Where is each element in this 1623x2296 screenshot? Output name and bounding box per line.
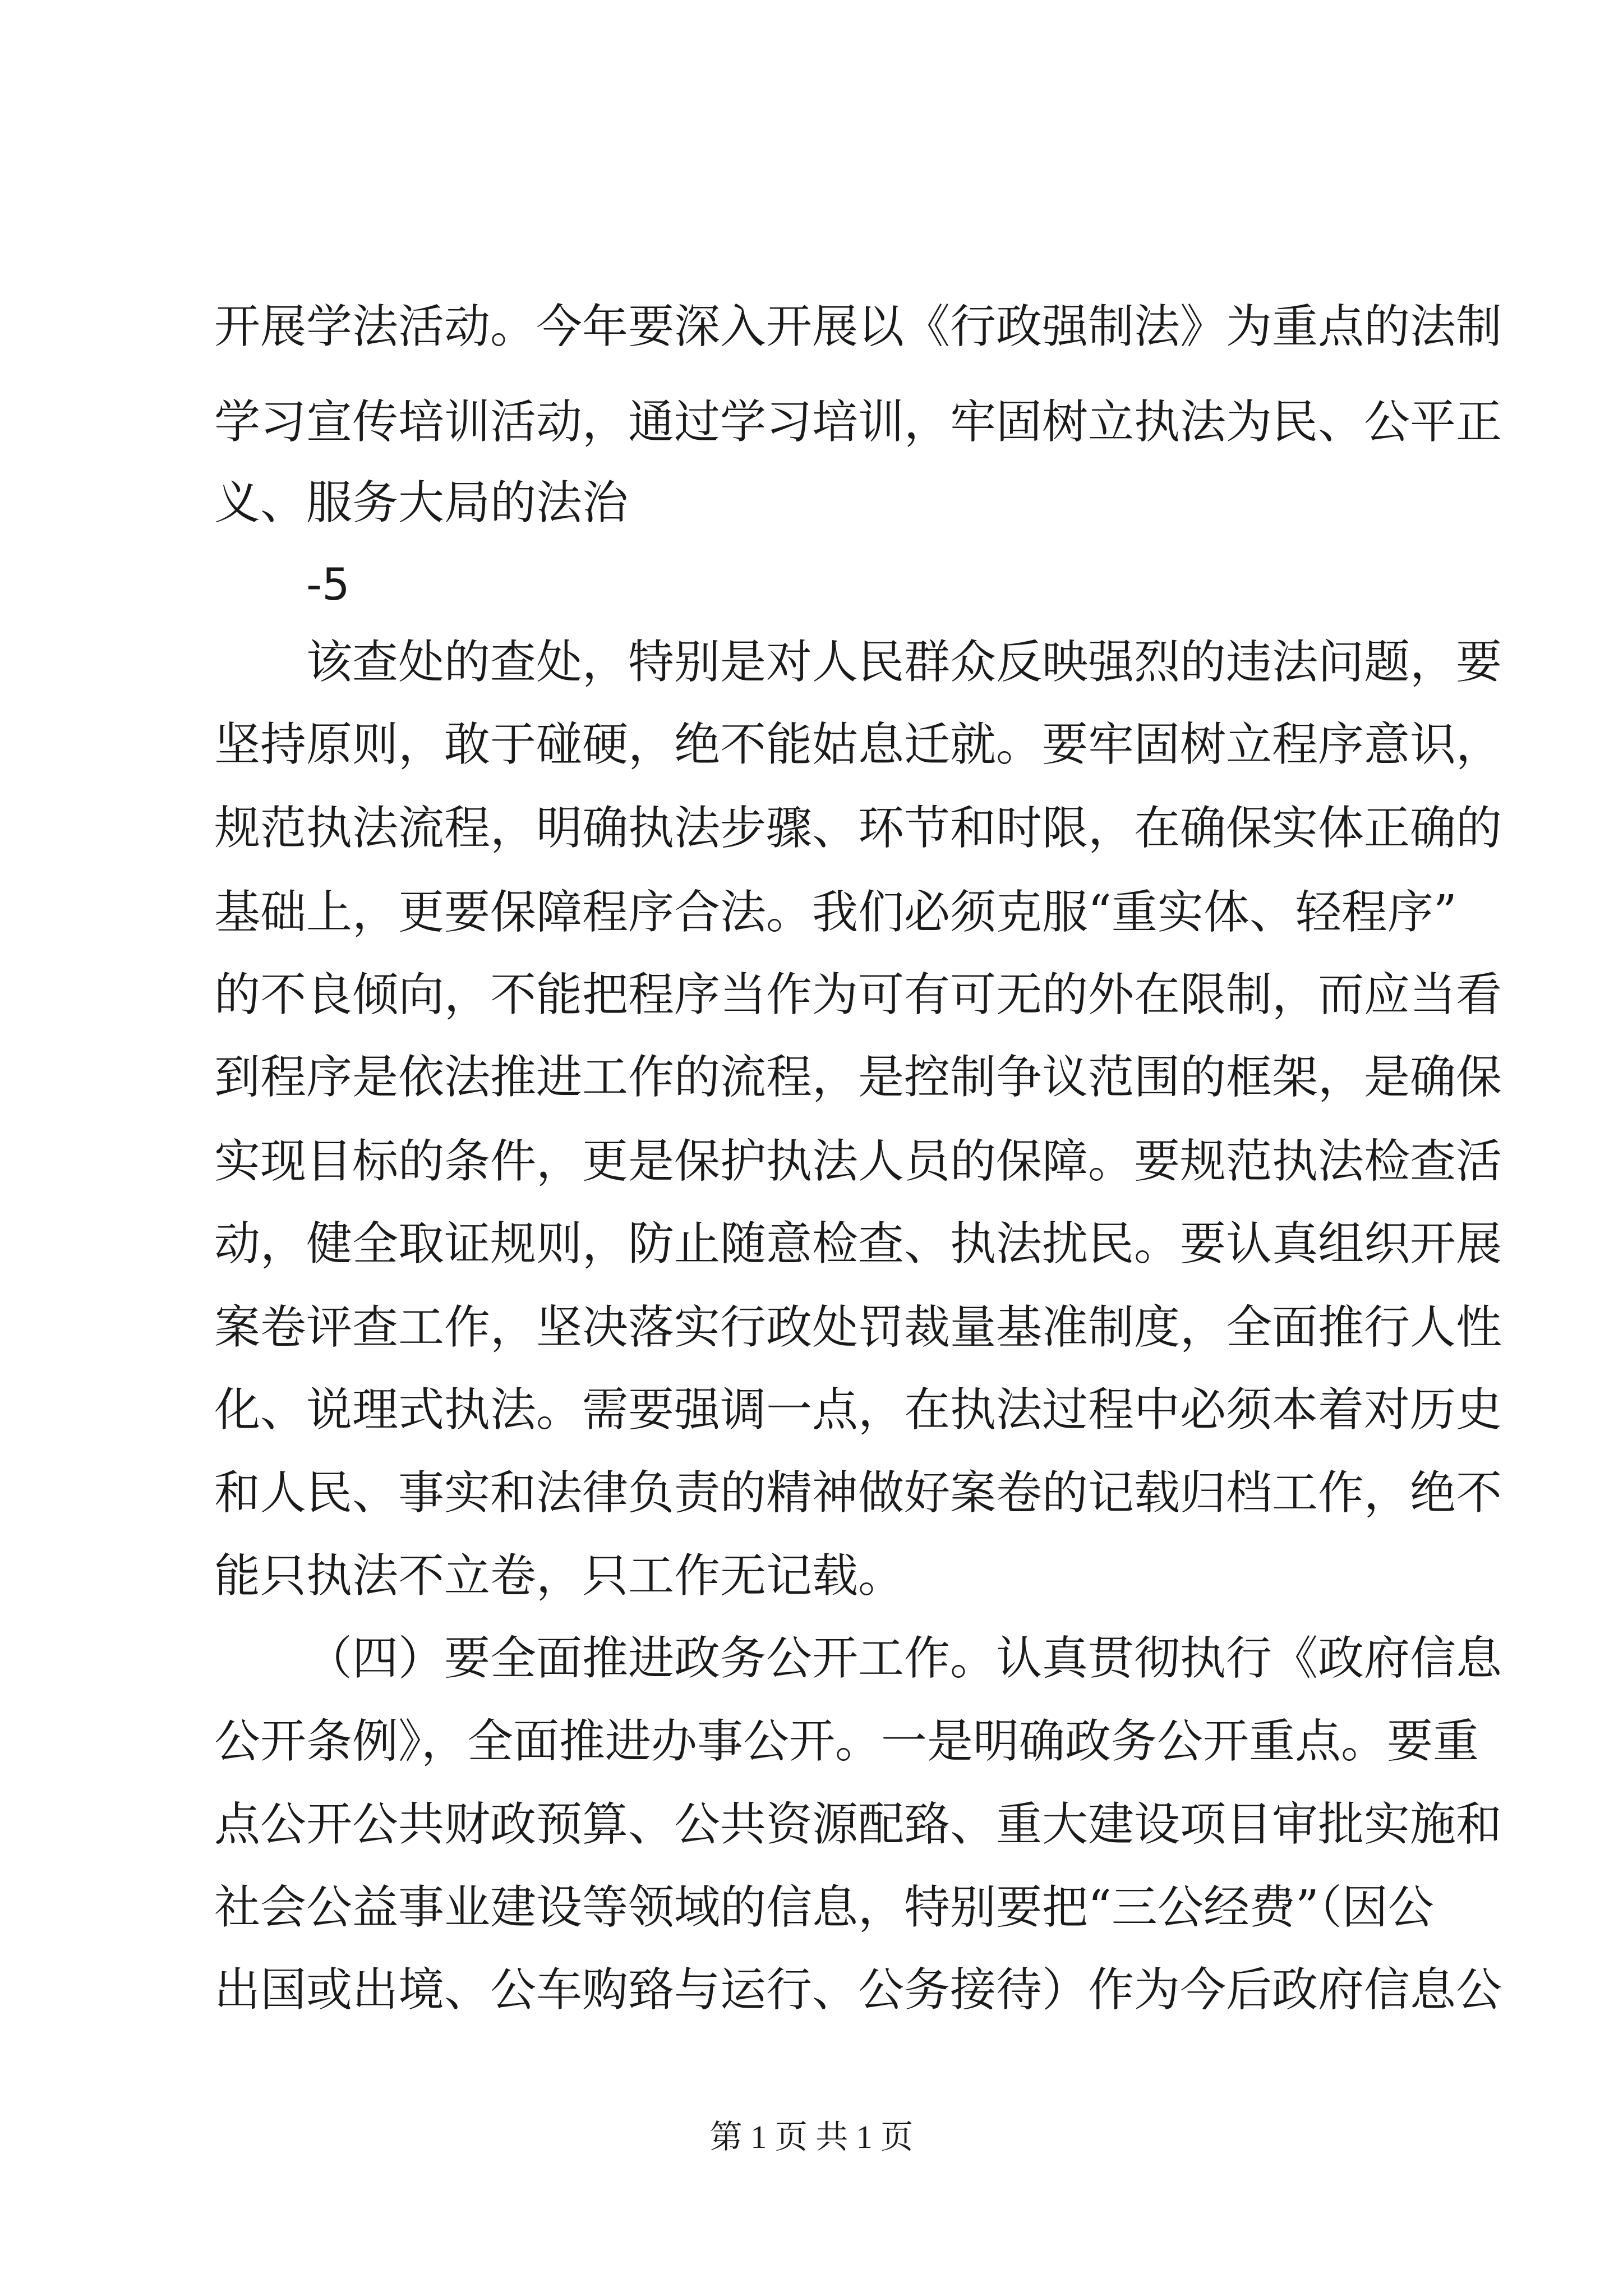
paragraph-line: 化、说理式执法。需要强调一点，在执法过程中必须本着对历史 — [214, 1383, 1502, 1437]
paragraph-line: 实现目标的条件，更是保护执法人员的保障。要规范执法检查活 — [214, 1135, 1502, 1188]
paragraph-line: 的不良倾向，不能把程序当作为可有可无的外在限制，而应当看 — [214, 968, 1502, 1022]
page-footer: 第 1 页 共 1 页 — [709, 2119, 914, 2155]
paragraph-line: 到程序是依法推进工作的流程，是控制争议范围的框架，是确保 — [214, 1051, 1502, 1104]
paragraph-line: （四）要全面推进政务公开工作。认真贯彻执行《政府信息 — [306, 1632, 1502, 1685]
paragraph-line: 学习宣传培训活动，通过学习培训，牢固树立执法为民、公平正 — [214, 395, 1502, 449]
paragraph-line: 坚持原则，敢于碰硬，绝不能姑息迁就。要牢固树立程序意识， — [214, 718, 1502, 771]
paragraph-line: 社会公益事业建设等领域的信息，特别要把“三公经费”（因公 — [214, 1881, 1434, 1934]
paragraph-line: 公开条例》，全面推进办事公开。一是明确政务公开重点。要重 — [214, 1715, 1479, 1768]
paragraph-line: 该查处的查处，特别是对人民群众反映强烈的违法问题，要 — [306, 636, 1502, 689]
paragraph-line: 和人民、事实和法律负责的精神做好案卷的记载归档工作，绝不 — [214, 1466, 1502, 1520]
paragraph-line: 能只执法不立卷，只工作无记载。 — [214, 1549, 905, 1603]
page-marker: -5 — [306, 560, 350, 610]
paragraph-line: 义、服务大局的法治 — [214, 476, 629, 530]
paragraph-line: 规范执法流程，明确执法步骤、环节和时限，在确保实体正确的 — [214, 802, 1502, 855]
paragraph-line: 案卷评查工作，坚决落实行政处罚裁量基准制度，全面推行人性 — [214, 1301, 1502, 1354]
paragraph-line: 点公开公共财政预算、公共资源配臵、重大建设项目审批实施和 — [214, 1798, 1502, 1851]
paragraph-line: 基础上，更要保障程序合法。我们必须克服“重实体、轻程序” — [214, 886, 1457, 939]
paragraph-line: 开展学法活动。今年要深入开展以《行政强制法》为重点的法制 — [214, 300, 1502, 353]
paragraph-line: 出国或出境、公车购臵与运行、公务接待）作为今后政府信息公 — [214, 1963, 1502, 2017]
paragraph-line: 动，健全取证规则，防止随意检查、执法扰民。要认真组织开展 — [214, 1217, 1502, 1271]
